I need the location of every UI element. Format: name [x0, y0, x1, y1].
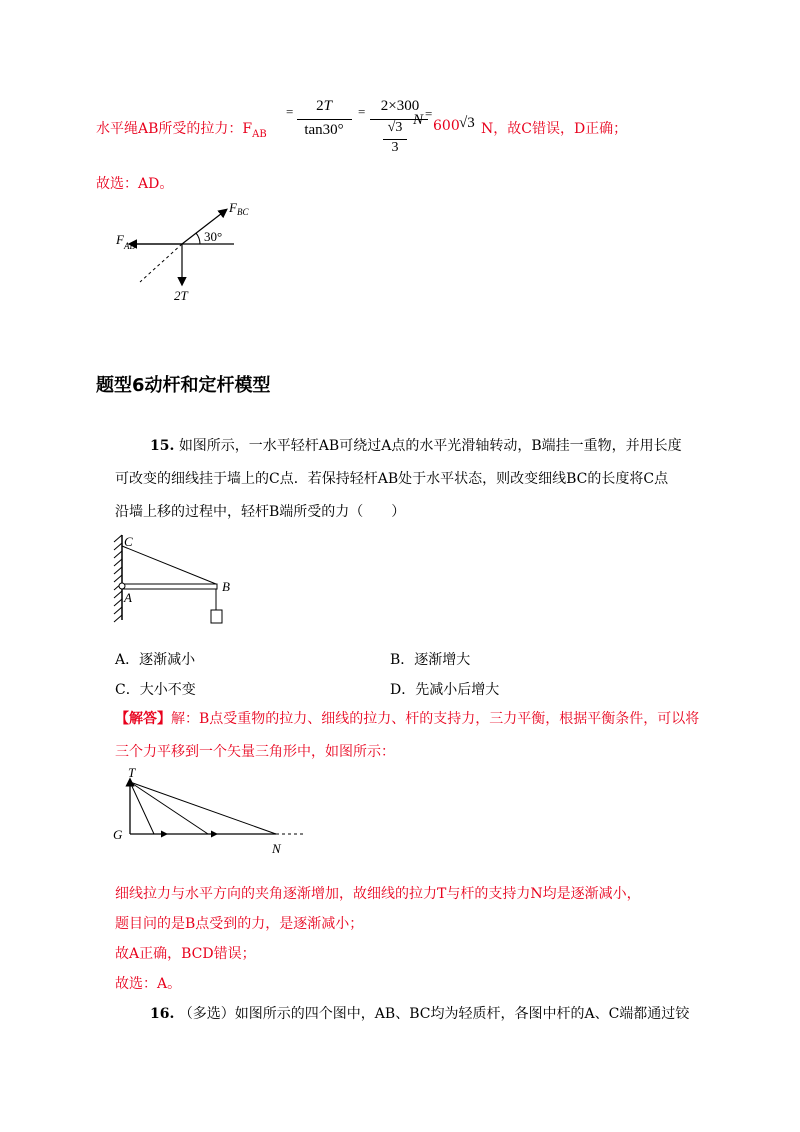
- q15-line2: 可改变的细线挂于墙上的C点．若保持轻杆AB处于水平状态，则改变细线BC的长度将C点: [115, 471, 669, 487]
- fraction2-numerator: 2×300: [380, 98, 420, 114]
- section-title: 题型6动杆和定杆模型: [96, 375, 271, 396]
- formula-eq1: =: [286, 104, 294, 119]
- explain-line2: 题目问的是B点受到的力，是逐渐减小；: [115, 916, 364, 932]
- label-t: T: [128, 765, 136, 780]
- label-fab: $F_{AB}$: [116, 232, 135, 251]
- angle-arc: [196, 233, 200, 244]
- inner-denominator: 3: [391, 140, 399, 155]
- rod-ab: [123, 584, 217, 589]
- q15-diagram: [110, 530, 250, 630]
- formula-suffix: N，故C错误，D正确；: [481, 121, 628, 137]
- explain-line3: 故A正确，BCD错误；: [115, 946, 256, 962]
- label-g: G: [113, 827, 123, 842]
- pivot-a: [119, 583, 125, 589]
- label-2t: 2T: [174, 288, 188, 303]
- formula-value: 600: [433, 118, 460, 134]
- option-d[interactable]: D．先减小后增大: [390, 682, 500, 698]
- force-diagram-1: [96, 196, 256, 306]
- answer-a: 故选：A。: [115, 976, 182, 992]
- label-fbc: $F_{BC}$: [229, 200, 249, 217]
- q15-line1: 15. 如图所示，一水平轻杆AB可绕过A点的水平光滑轴转动，B端挂一重物，并用长度: [150, 438, 682, 454]
- wall-hatching: [114, 535, 122, 622]
- option-c[interactable]: C．大小不变: [115, 682, 196, 698]
- fraction1-denominator: tan30°: [304, 122, 344, 138]
- formula-eq2: =: [358, 104, 366, 119]
- inner-numerator: √3: [387, 120, 403, 135]
- weight-block: [211, 610, 222, 623]
- vector-triangle-diagram: [108, 764, 318, 856]
- formula-sqrt: √3: [459, 115, 475, 131]
- formula-unit-N: N: [413, 112, 424, 128]
- solution-line2: 三个力平移到一个矢量三角形中，如图所示：: [115, 744, 395, 760]
- label-c: C: [124, 534, 133, 549]
- answer-ad: 故选：AD。: [96, 176, 174, 192]
- option-b[interactable]: B．逐渐增大: [390, 652, 471, 668]
- q15-line3: 沿墙上移的过程中，轻杆B端所受的力（ ）: [115, 504, 406, 520]
- string-bc: [122, 546, 216, 584]
- option-a[interactable]: A．逐渐减小: [115, 652, 196, 668]
- label-angle: 30°: [204, 229, 223, 244]
- formula-eq3: =: [425, 106, 433, 121]
- tension-line-3: [130, 782, 276, 834]
- solution-line1: 【解答】解：B点受重物的拉力、细线的拉力、杆的支持力，三力平衡，根据平衡条件，可以将: [115, 711, 700, 727]
- formula-prefix: 水平绳AB所受的拉力：$F_{AB}$: [96, 121, 267, 140]
- q16-line1: 16. （多选）如图所示的四个图中，AB、BC均为轻质杆，各图中杆的A、C端都通过铰: [150, 1006, 690, 1022]
- label-n: N: [272, 841, 281, 856]
- fraction1-numerator: 2T: [316, 98, 332, 114]
- explain-line1: 细线拉力与水平方向的夹角逐渐增加，故细线的拉力T与杆的支持力N均是逐渐减小，: [115, 886, 641, 902]
- label-a: A: [124, 590, 132, 605]
- label-b: B: [222, 579, 230, 594]
- fraction1-bar: [297, 119, 352, 120]
- dashed-extension-line: [140, 244, 182, 282]
